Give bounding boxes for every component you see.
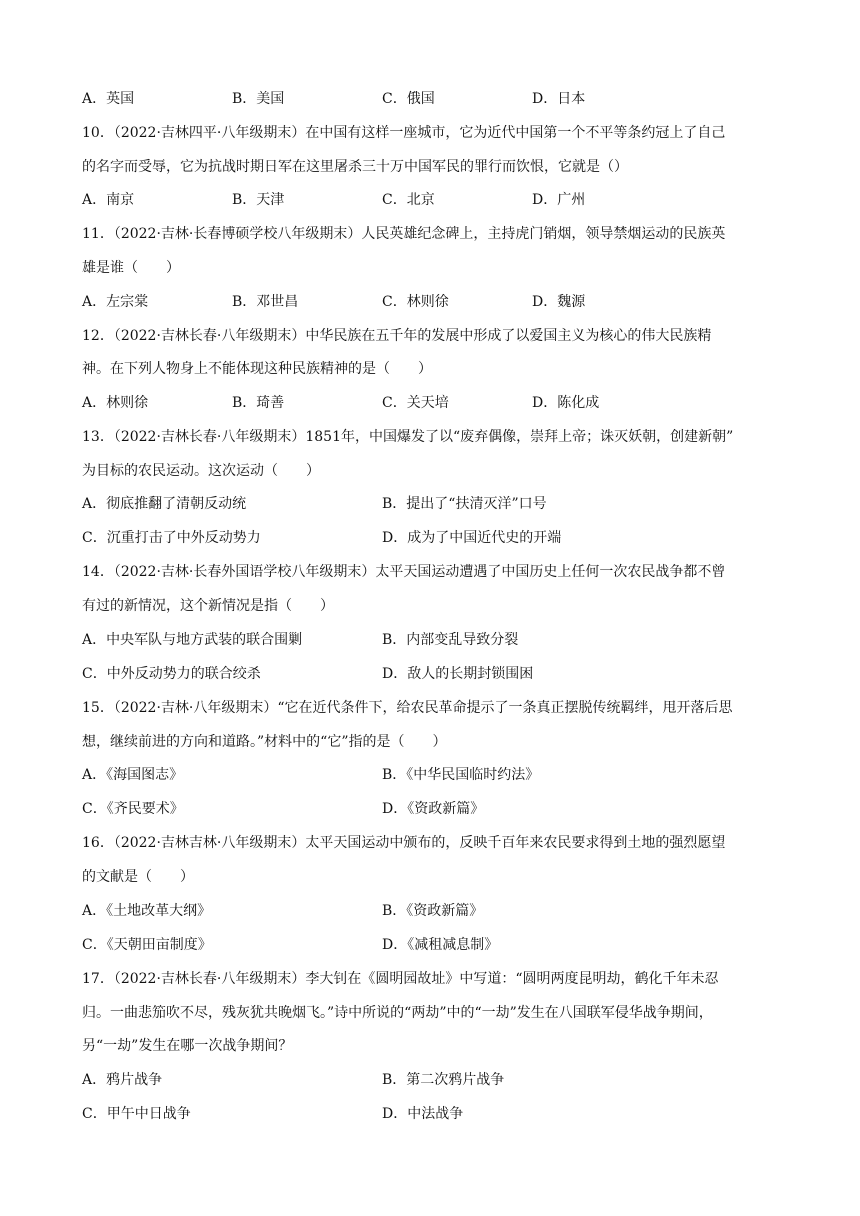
q13-stem-line-2: 为目标的农民运动。这次运动（ ） [82, 463, 320, 479]
q9-option-a[interactable]: A．英国 [82, 91, 135, 107]
q15-option-c[interactable]: C．《齐民要术》 [82, 801, 184, 817]
q10-option-a[interactable]: A．南京 [82, 192, 135, 208]
q17-option-a[interactable]: A．鸦片战争 [82, 1072, 163, 1088]
q16-option-d[interactable]: D．《减租减息制》 [382, 937, 499, 953]
q12-option-a[interactable]: A．林则徐 [82, 395, 149, 411]
q12-option-d[interactable]: D．陈化成 [532, 395, 600, 411]
q13-option-d[interactable]: D．成为了中国近代史的开端 [382, 530, 562, 546]
q10-option-b[interactable]: B．天津 [232, 192, 285, 208]
q14-option-c[interactable]: C．中外反动势力的联合绞杀 [82, 666, 261, 682]
q13-option-c[interactable]: C．沉重打击了中外反动势力 [82, 530, 261, 546]
q9-option-c[interactable]: C．俄国 [382, 91, 435, 107]
q11-stem-line-1: 11．（2022·吉林·长春博硕学校八年级期末）人民英雄纪念碑上，主持虎门销烟，领导禁烟运动的民族英 [82, 226, 726, 242]
q12-stem-line-2: 神。在下列人物身上不能体现这种民族精神的是（ ） [82, 361, 432, 377]
q13-option-a[interactable]: A．彻底推翻了清朝反动统 [82, 496, 247, 512]
q10-stem-line-1: 10．（2022·吉林四平·八年级期末）在中国有这样一座城市，它为近代中国第一个不平等条约冠上了自己 [82, 125, 726, 141]
q10-option-c[interactable]: C．北京 [382, 192, 435, 208]
q15-option-b[interactable]: B．《中华民国临时约法》 [382, 767, 540, 783]
q17-option-d[interactable]: D．中法战争 [382, 1106, 464, 1122]
q17-option-b[interactable]: B．第二次鸦片战争 [382, 1072, 505, 1088]
q16-stem-line-2: 的文献是（ ） [82, 869, 194, 885]
q13-option-b[interactable]: B．提出了“扶清灭洋”口号 [382, 496, 547, 512]
q11-option-c[interactable]: C．林则徐 [382, 294, 449, 310]
q12-option-b[interactable]: B．琦善 [232, 395, 285, 411]
q10-stem-line-2: 的名字而受辱，它为抗战时期日军在这里屠杀三十万中国军民的罪行而饮恨，它就是（） [82, 159, 628, 175]
q15-stem-line-1: 15．（2022·吉林·八年级期末）“它在近代条件下，给农民革命提示了一条真正摆脱传统羁绊，甩开落后思 [82, 700, 733, 716]
q9-option-d[interactable]: D．日本 [532, 91, 586, 107]
q14-option-d[interactable]: D．敌人的长期封锁围困 [382, 666, 534, 682]
q11-option-b[interactable]: B．邓世昌 [232, 294, 299, 310]
q11-option-d[interactable]: D．魏源 [532, 294, 586, 310]
q15-option-a[interactable]: A．《海国图志》 [82, 767, 184, 783]
q12-option-c[interactable]: C．关天培 [382, 395, 449, 411]
q17-stem-line-3: 另“一劫”发生在哪一次战争期间？ [82, 1038, 293, 1054]
q17-stem-line-1: 17．（2022·吉林长春·八年级期末）李大钊在《圆明园故址》中写道：“圆明两度昆明劫，鹤化千年未忍 [82, 971, 719, 987]
q14-stem-line-1: 14．（2022·吉林·长春外国语学校八年级期末）太平天国运动遭遇了中国历史上任何一次农民战争都不曾 [82, 564, 726, 580]
q14-stem-line-2: 有过的新情况，这个新情况是指（ ） [82, 598, 334, 614]
q16-option-a[interactable]: A．《土地改革大纲》 [82, 903, 212, 919]
q10-option-d[interactable]: D．广州 [532, 192, 586, 208]
q11-option-a[interactable]: A．左宗棠 [82, 294, 149, 310]
q12-stem-line-1: 12．（2022·吉林长春·八年级期末）中华民族在五千年的发展中形成了以爱国主义为核心的伟大民族精 [82, 328, 712, 344]
q16-stem-line-1: 16．（2022·吉林吉林·八年级期末）太平天国运动中颁布的，反映千百年来农民要求得到土地的强烈愿望 [82, 835, 726, 851]
q17-option-c[interactable]: C．甲午中日战争 [82, 1106, 191, 1122]
q14-option-b[interactable]: B．内部变乱导致分裂 [382, 632, 519, 648]
q9-option-b[interactable]: B．美国 [232, 91, 285, 107]
q17-stem-line-2: 归。一曲悲笳吹不尽，残灰犹共晚烟飞。”诗中所说的“两劫”中的“一劫”发生在八国联军侵华战争期间， [82, 1005, 713, 1021]
q13-stem-line-1: 13．（2022·吉林长春·八年级期末）1851年，中国爆发了以“废弃偶像，崇拜上帝；诛灭妖朝，创建新朝” [82, 429, 734, 445]
q15-stem-line-2: 想，继续前进的方向和道路。”材料中的“它”指的是（ ） [82, 734, 447, 750]
q16-option-c[interactable]: C．《天朝田亩制度》 [82, 937, 212, 953]
q11-stem-line-2: 雄是谁（ ） [82, 260, 180, 276]
q14-option-a[interactable]: A．中央军队与地方武装的联合围剿 [82, 632, 303, 648]
q16-option-b[interactable]: B．《资政新篇》 [382, 903, 484, 919]
q15-option-d[interactable]: D．《资政新篇》 [382, 801, 485, 817]
